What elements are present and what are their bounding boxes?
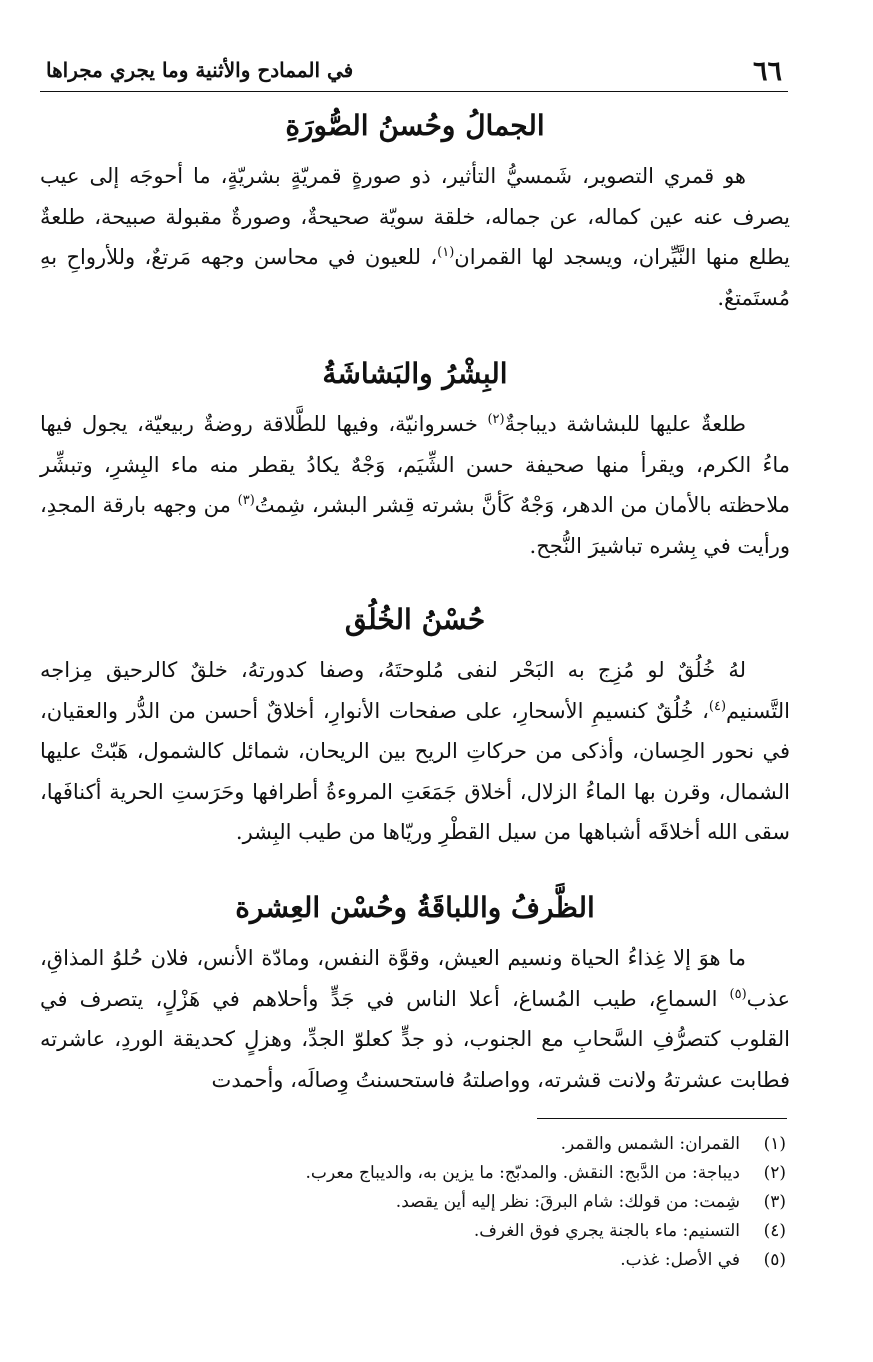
footnote-number: (٥) [763, 1250, 786, 1270]
running-header [40, 52, 788, 92]
paragraph-text: السماعِ، طيب المُساغ، أعلا الناس في جَدٍّ وأحلاهم في هَزْلٍ، يتصرف في القلوب كتصرُّفِ السَّحابِ مع الجنوب، ذو جدٍّ كعلوّ الجدِّ، وهزلٍ كحديقة الوردِ، عاشرته فطابت عشرتهُ ولانت قشرته، وواصلتهُ فاستحسنتُ وِصالَه، وأحمدت [40, 986, 790, 1092]
paragraph-text: ، خُلُقٌ كنسيمِ الأسحارِ، على صفحات الأنوارِ، أخلاقٌ أحسن من الدُّر والعقيان، في نحور الحِسان، وأذكى من حركاتِ الريح بين الريحان، شمائل كالشمول، هَبّتْ عليها الشمال، وقرن بها الماءُ الزلال، أخلاق جَمَعَتِ المروءةُ أطرافها وحَرَستِ الحرية أكنافَها، سقى الله أخلاقَه أشباهها من سيل القطْرِ وريّاها من طيب البِشر. [40, 698, 790, 844]
paragraph-text: طلعةٌ عليها للبشاشة ديباجةٌ [504, 412, 746, 436]
footnote-number: (١) [763, 1134, 786, 1154]
footnote-number: (٣) [763, 1192, 786, 1212]
paragraph-text: ما هوَ إلا غِذاءُ الحياة ونسيم العيش، وقوَّة النفس، ومادّة الأنس، فلان حُلوُ المذاقِ، عذب [40, 946, 790, 1011]
footnote-number: (٤) [763, 1221, 786, 1241]
section-paragraph [40, 650, 790, 853]
section-title: حُسْنُ الخُلُق [344, 603, 486, 636]
footnote-item [40, 1130, 790, 1159]
section-cheerfulness [40, 352, 790, 566]
footnote-item [40, 1159, 790, 1188]
footnote-ref[interactable]: (١) [437, 245, 455, 260]
footnote-ref[interactable]: (٢) [487, 412, 505, 427]
section-paragraph [40, 404, 790, 566]
running-title: في الممادح والأثنية وما يجري مجراها [46, 58, 354, 82]
section-title: الظَّرفُ واللباقَةُ وحُسْن العِشرة [235, 891, 595, 924]
footnote-ref[interactable]: (٣) [237, 493, 255, 508]
footnote-item [40, 1188, 790, 1217]
paragraph-text: ، للعيون في محاسن وجهه مَرتعٌ، وللأرواحِ بهِ مُستَمتعٌ. [40, 245, 790, 310]
section-wit-companionship [40, 886, 790, 1100]
footnotes [40, 1130, 790, 1275]
footnote-text: في الأصل: غذب. [620, 1250, 740, 1270]
footnote-text: القمران: الشمس والقمر. [560, 1134, 740, 1154]
footnote-text: شِمت: من قولك: شام البرقَ: نظر إليه أين يقصد. [395, 1192, 740, 1212]
page-number: ٦٦ [752, 56, 782, 87]
section-paragraph [40, 938, 790, 1100]
section-good-character [40, 598, 790, 853]
paragraph-text: لهُ خُلُقٌ لو مُزِج به البَحْر لنفى مُلوحتَهُ، وصفا كدورتهُ، خلقٌ كالرحيق مِزاجه التَّسنيم [40, 658, 790, 723]
footnote-ref[interactable]: (٤) [708, 698, 727, 714]
footnote-text: التسنيم: ماء بالجنة يجري فوق الغرف. [473, 1221, 740, 1241]
paragraph-text: من وجهه بارقة المجدِ، ورأيت في بِشره تباشيرَ النُّجح. [40, 493, 790, 558]
section-paragraph [40, 156, 790, 318]
paragraph-text: خسروانيّة، وفيها للطَّلاقة روضةٌ ربيعيّة، يجول فيها ماءُ الكرم، ويقرأ منها صحيفة حسن الشِّيَم، وَجْهٌ يكادُ يقطر منه ماء البِشرِ، وتبشِّر ملاحظته بالأمان من الدهر، وَجْهٌ كَأنَّ بشرته قِشر البشر، شِمتُ [40, 412, 790, 517]
footnote-item [40, 1246, 790, 1275]
section-title: الجمالُ وحُسنُ الصُّورَةِ [285, 109, 545, 142]
footnote-item [40, 1217, 790, 1246]
header-rule [40, 91, 788, 92]
footnote-number: (٢) [763, 1163, 786, 1183]
section-beauty [40, 104, 790, 318]
footnote-rule [537, 1118, 787, 1119]
footnote-ref[interactable]: (٥) [729, 986, 747, 1002]
paragraph-text: هو قمري التصوير، شَمسيُّ التأثير، ذو صورةٍ قمريّةٍ بشريّةٍ، ما أحوجَه إلى عيب يصرف عنه عين كماله، عن جماله، خلقة سويّة صحيحةٌ، وصورةٌ مقبولة صبيحة، طلعةٌ يطلع منها النَّيِّران، ويسجد لها القمران [40, 164, 790, 269]
section-title: البِشْرُ والبَشاشَةُ [322, 357, 508, 390]
footnote-text: ديباجة: من الدَّبج: النقش. والمدبّج: ما يزين به، والديباج معرب. [305, 1163, 740, 1183]
